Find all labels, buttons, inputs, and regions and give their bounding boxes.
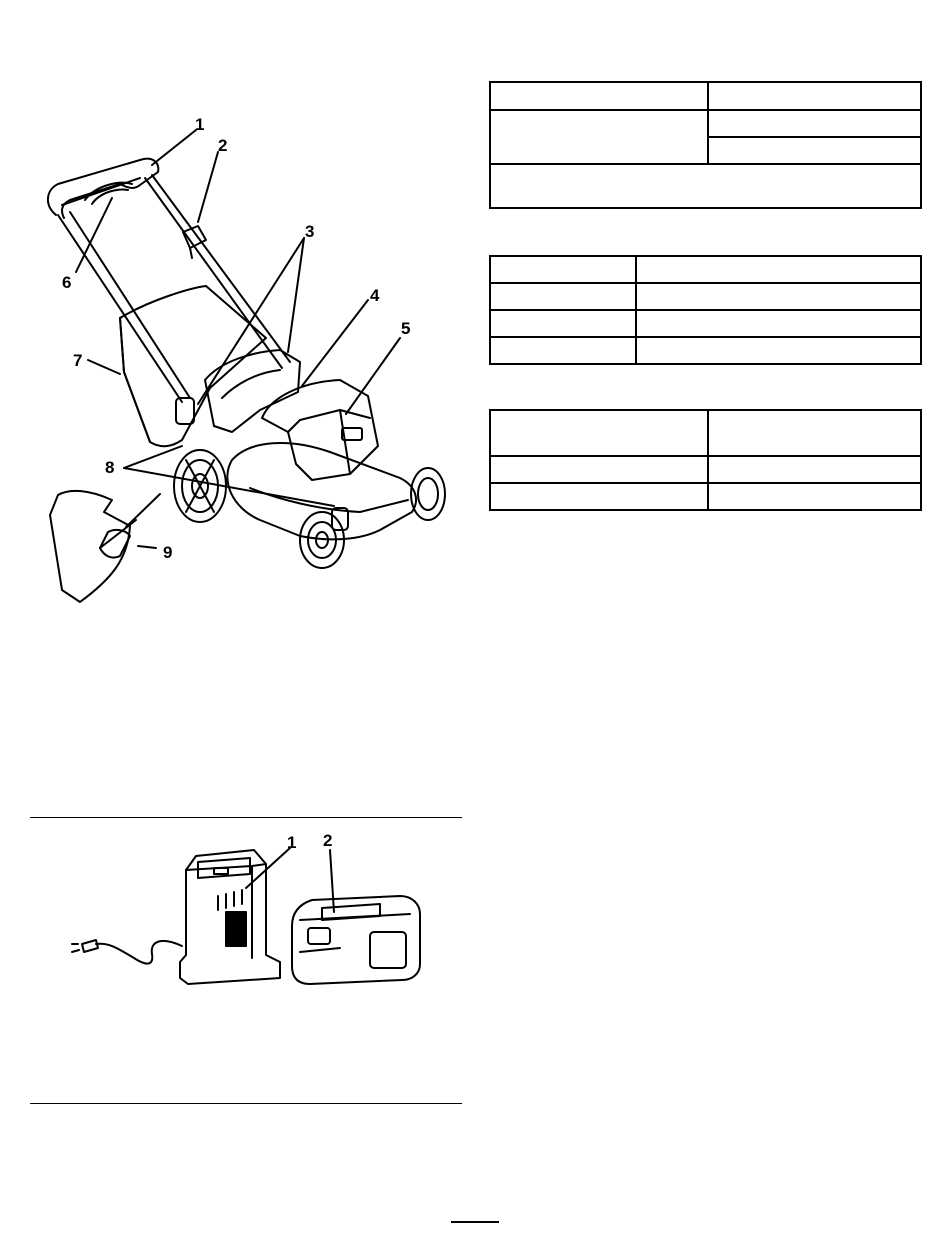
callout-1: 1	[195, 115, 205, 134]
table-cell	[708, 82, 921, 110]
table-cell	[490, 82, 708, 110]
table-cell	[490, 256, 636, 283]
table-cell	[490, 283, 636, 310]
spec-table-3	[489, 409, 922, 511]
table-cell	[708, 483, 921, 510]
callout-3: 3	[305, 222, 315, 241]
table-cell	[636, 256, 921, 283]
callout-7: 7	[73, 351, 83, 370]
charger-callout-2: 2	[323, 831, 333, 850]
callout-5: 5	[401, 319, 411, 338]
page-number-rule	[451, 1221, 499, 1223]
table-cell	[708, 410, 921, 456]
callout-8: 8	[105, 458, 115, 477]
spec-table-2	[489, 255, 922, 365]
table-cell	[490, 483, 708, 510]
table-cell	[708, 137, 921, 164]
table-cell	[708, 110, 921, 137]
callout-9: 9	[163, 543, 173, 562]
table-cell	[490, 456, 708, 483]
table-cell	[490, 337, 636, 364]
callout-4: 4	[370, 286, 380, 305]
table-cell	[636, 310, 921, 337]
table-cell	[708, 456, 921, 483]
charger-illustration	[0, 0, 470, 1000]
figure-bottom-rule	[30, 1103, 462, 1104]
callout-2: 2	[218, 136, 228, 155]
callout-6: 6	[62, 273, 72, 292]
table-cell	[490, 410, 708, 456]
table-cell	[636, 283, 921, 310]
charger-callout-1: 1	[287, 833, 297, 852]
table-cell	[490, 110, 708, 164]
spec-table-1	[489, 81, 922, 209]
table-cell	[490, 164, 921, 208]
table-cell	[636, 337, 921, 364]
table-cell	[490, 310, 636, 337]
